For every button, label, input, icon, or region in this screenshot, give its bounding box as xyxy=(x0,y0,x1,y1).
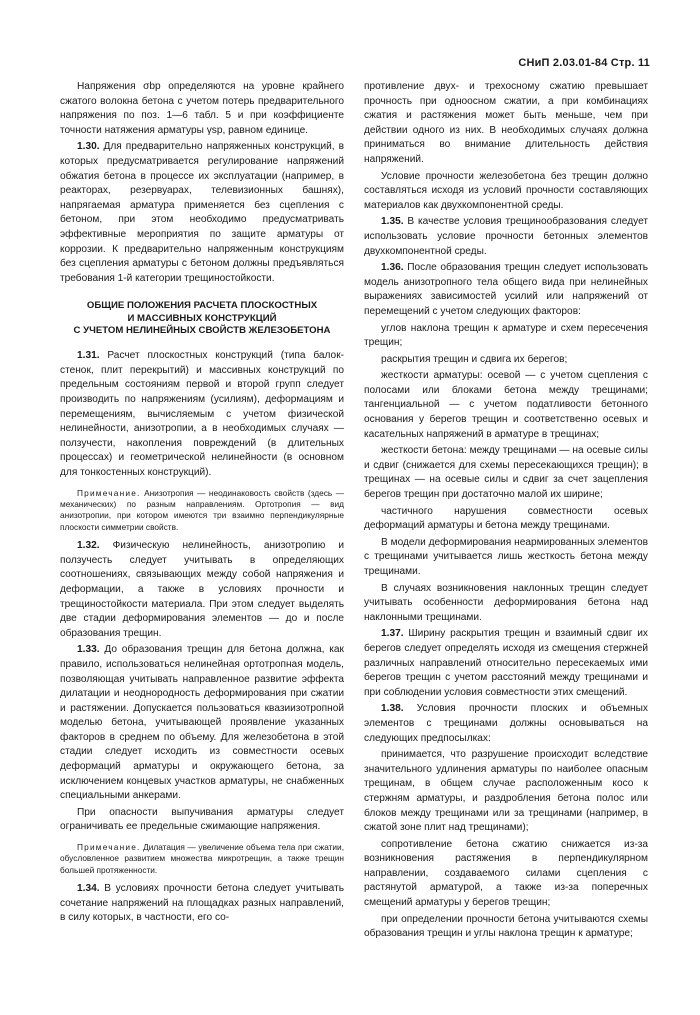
paragraph xyxy=(364,702,648,746)
doc-code: СНиП 2.03.01-84 xyxy=(518,57,608,69)
paragraph xyxy=(364,215,648,259)
clause-number: 1.34. xyxy=(77,883,100,895)
clause-text: В условиях прочности бетона следует учитывать сочетание напряжений на площадках разных направлений, в силу которых, в частности, его со- xyxy=(60,883,344,924)
list-item: принимается, что разрушение происходит вследствие значительного удлинения арматуры по наиболее опасным трещинам, в общем случае расположенным косо к стержням арматуры, и раздробления бетона полос или блоков между трещинами или за трещинами (например, в сжатой зоне плит над трещинами); xyxy=(364,749,648,834)
clause-number: 1.30. xyxy=(77,141,100,153)
clause-number: 1.38. xyxy=(381,703,404,715)
note xyxy=(60,488,344,534)
paragraph: В модели деформирования неармированных элементов с трещинами учитывается лишь жесткость бетона между трещинами. xyxy=(364,536,648,577)
clause-text: Расчет плоскостных конструкций (типа балок-стенок, плит перекрытий) и массивных конструкций по предельным состояниям первой и второй групп следует производить по напряжениям (усилиям), деформациям и перемещениям, вычисляемым с учетом физической нелинейности, анизотропии, а в необходимых случаях — ползучести, накопления повреждений (в длительных процессах) и геометрической нелинейности (в основном для тонкостенных конструкций). xyxy=(60,350,344,478)
paragraph: Условие прочности железобетона без трещин должно составляться исходя из условий прочности составляющих материалов как двухкомпонентной среды. xyxy=(364,170,648,211)
paragraph xyxy=(60,349,344,480)
list-item: углов наклона трещин к арматуре и схем пересечения трещин; xyxy=(364,322,648,349)
paragraph xyxy=(60,882,344,926)
right-column xyxy=(364,80,648,942)
paragraph xyxy=(364,261,648,319)
clause-text: После образования трещин следует использовать модель анизотропного тела общего вида при нелинейных выражениях зависимостей усилий или напряжений от перемещений с учетом следующих факторов: xyxy=(364,262,648,317)
clause-text: Физическую нелинейность, анизотропию и ползучесть следует учитывать в определяющих соотношениях, связывающих между собой напряжения и деформации, а также в условиях прочности и трещиностойкости материала. При этом следует выделять две стадии деформирования элементов — до и после образования трещин. xyxy=(60,540,344,639)
paragraph: противление двух- и трехосному сжатию превышает прочность при одноосном сжатии, а при комбинациях сжатия и растяжения может быть меньше, чем при действии одного из них. В необходимых случаях должна приниматься во внимание длительность действия напряжений. xyxy=(364,81,648,165)
clause-text: Для предварительно напряженных конструкций, в которых предусматривается регулирование напряжений обжатия бетона в процессе их эксплуатации (например, в реакторах, резервуарах, телевизионных башнях), напрягаемая арматура применяется без сцепления с бетоном, при этом необходимо предусматривать эффективные мероприятия по защите арматуры от коррозии. К предварительно напряженным конструкциям без сцепления арматуры с бетоном должны предъявляться требования 1-й категории трещиностойкости. xyxy=(60,141,344,284)
paragraph: В случаях возникновения наклонных трещин следует учитывать особенности деформирования бетона над наклонными трещинами. xyxy=(364,582,648,623)
heading-line: ОБЩИЕ ПОЛОЖЕНИЯ РАСЧЕТА ПЛОСКОСТНЫХ xyxy=(86,300,318,312)
heading-line: И МАССИВНЫХ КОНСТРУКЦИЙ xyxy=(127,312,277,324)
list-item: жесткости арматуры: осевой — с учетом сцепления с полосами или блоками бетона между трещинами; тангенциальной — с учетом податливости бетонного основания у берегов трещин и соответственно осевых и касательных напряжений в арматуре в трещинах; xyxy=(364,370,648,440)
clause-text: Ширину раскрытия трещин и взаимный сдвиг их берегов следует определять исходя из смещения стержней различных направлений относительно пересекаемых ими берегов трещин с учетом расстояний между трещинами и при соблюдении условия совместности этих смещений. xyxy=(364,628,648,698)
running-header xyxy=(518,57,650,69)
paragraph: При опасности выпучивания арматуры следует ограничивать ее предельные сжимающие напряжения. xyxy=(60,806,344,833)
list-item: сопротивление бетона сжатию снижается из-за возникновения растяжения в перпендикулярном направлении, создаваемого силами сцепления с растянутой арматурой, а также из-за поперечных смещений арматуры у берегов трещин; xyxy=(364,838,648,909)
clause-number: 1.36. xyxy=(381,262,404,274)
page-number: Стр. 11 xyxy=(610,57,650,69)
left-column xyxy=(60,80,344,926)
clause-text: Условия прочности плоских и объемных элементов с трещинами должны основываться на следующих предпосылках: xyxy=(364,703,648,744)
section-heading xyxy=(60,300,344,337)
clause-number: 1.31. xyxy=(77,350,100,362)
clause-text: До образования трещин для бетона должна, как правило, использоваться нелинейная ортотропная модель, позволяющая учитывать направленное развитие эффекта дилатации и неоднородность деформирования при сжатии и растяжении. Допускается пользоваться квазиизотропной моделью бетона, учитывающей проявление указанных факторов в среднем по объему. Для железобетона в этой стадии следует исходить из совместности осевых деформаций арматуры и окружающего бетона, за исключением концевых участков арматуры, не снабженных специальными анкерами. xyxy=(60,644,344,802)
note-label: Примечание. xyxy=(77,842,141,853)
list-item: жесткости бетона: между трещинами — на осевые силы и сдвиг (снижается для схемы пересекающихся трещин); в трещинах — на осевые силы и сдвиг за счет зацепления берегов трещин при достаточно малой их ширине; xyxy=(364,445,648,501)
list-item: при определении прочности бетона учитываются схемы образования трещин и углы наклона трещин к арматуре; xyxy=(364,913,648,940)
paragraph xyxy=(364,627,648,700)
clause-number: 1.33. xyxy=(77,644,100,656)
clause-number: 1.32. xyxy=(77,540,100,552)
note-text: Дилатация — увеличение объема тела при сжатии, обусловленное развитием множества микротрещин, а также трещин большей протяженности. xyxy=(60,842,344,875)
list-item: частичного нарушения совместности осевых деформаций арматуры и бетона между трещинами. xyxy=(364,505,648,532)
paragraph xyxy=(60,140,344,286)
paragraph: Напряжения σbp определяются на уровне крайнего сжатого волокна бетона с учетом потерь предварительного напряжения по поз. 1—6 табл. 5 и при коэффициенте точности натяжения арматуры γsp, равном единице. xyxy=(60,81,344,136)
note xyxy=(60,842,344,876)
clause-number: 1.37. xyxy=(381,628,404,640)
note-label: Примечание. xyxy=(77,487,141,498)
paragraph xyxy=(60,539,344,641)
clause-number: 1.35. xyxy=(381,216,404,228)
list-item: раскрытия трещин и сдвига их берегов; xyxy=(381,353,568,365)
note-text: Анизотропия — неодинаковость свойств (здесь — механических) по разным направлениям. Ортотропия — вид анизотропии, при котором имеются три взаимно перпендикулярные плоскости симметрии свойств. xyxy=(60,487,344,532)
paragraph xyxy=(60,643,344,804)
heading-line: С УЧЕТОМ НЕЛИНЕЙНЫХ СВОЙСТВ ЖЕЛЕЗОБЕТОНА xyxy=(73,324,331,336)
clause-text: В качестве условия трещинообразования следует использовать условие прочности бетонных элементов двухкомпонентной среды. xyxy=(364,216,648,257)
